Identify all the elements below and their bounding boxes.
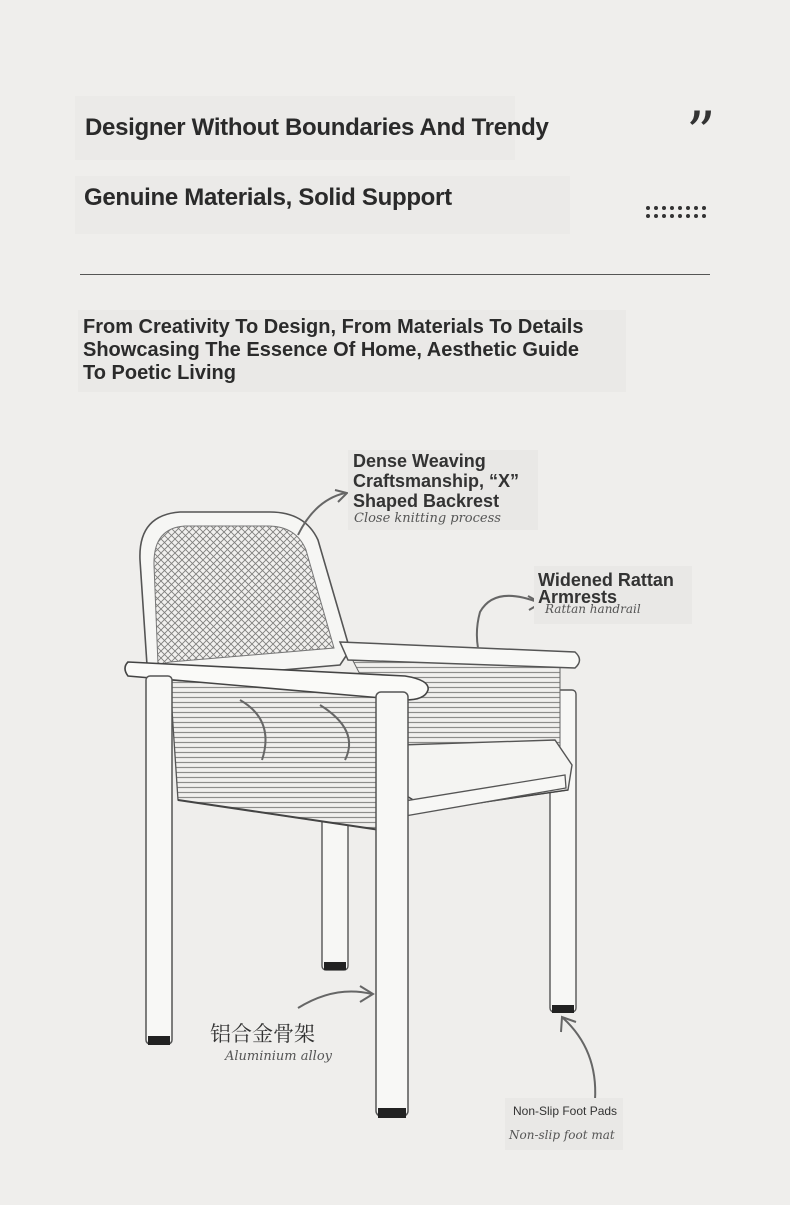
handwritten-foot: Non-slip foot mat [509, 1128, 615, 1142]
headline-secondary: Genuine Materials, Solid Support [84, 184, 452, 211]
callout-armrests-line-2: Armrests [538, 587, 618, 607]
callout-foot-label: Non-Slip Foot Pads [513, 1104, 618, 1118]
callout-weaving-line-2: Craftsmanship, “X” [353, 471, 520, 491]
handwritten-frame: Aluminium alloy [225, 1049, 333, 1064]
quote-mark-icon: ” [686, 99, 716, 167]
handwritten-armrests: Rattan handrail [545, 602, 641, 616]
callout-armrests-line-1: Widened Rattan [538, 570, 674, 590]
handwritten-weaving: Close knitting process [354, 511, 501, 526]
intro-line-1: From Creativity To Design, From Materials To Details [83, 316, 584, 338]
frame-chinese-label: 铝合金骨架 [210, 1022, 315, 1046]
callout-weaving-line-1: Dense Weaving [353, 451, 486, 471]
intro-line-2: Showcasing The Essence Of Home, Aesthetic Guide [83, 339, 580, 361]
callout-weaving [353, 451, 519, 511]
callout-weaving-line-3: Shaped Backrest [353, 491, 500, 511]
headline-primary: Designer Without Boundaries And Trendy [85, 114, 549, 141]
intro-line-3: To Poetic Living [83, 362, 236, 384]
